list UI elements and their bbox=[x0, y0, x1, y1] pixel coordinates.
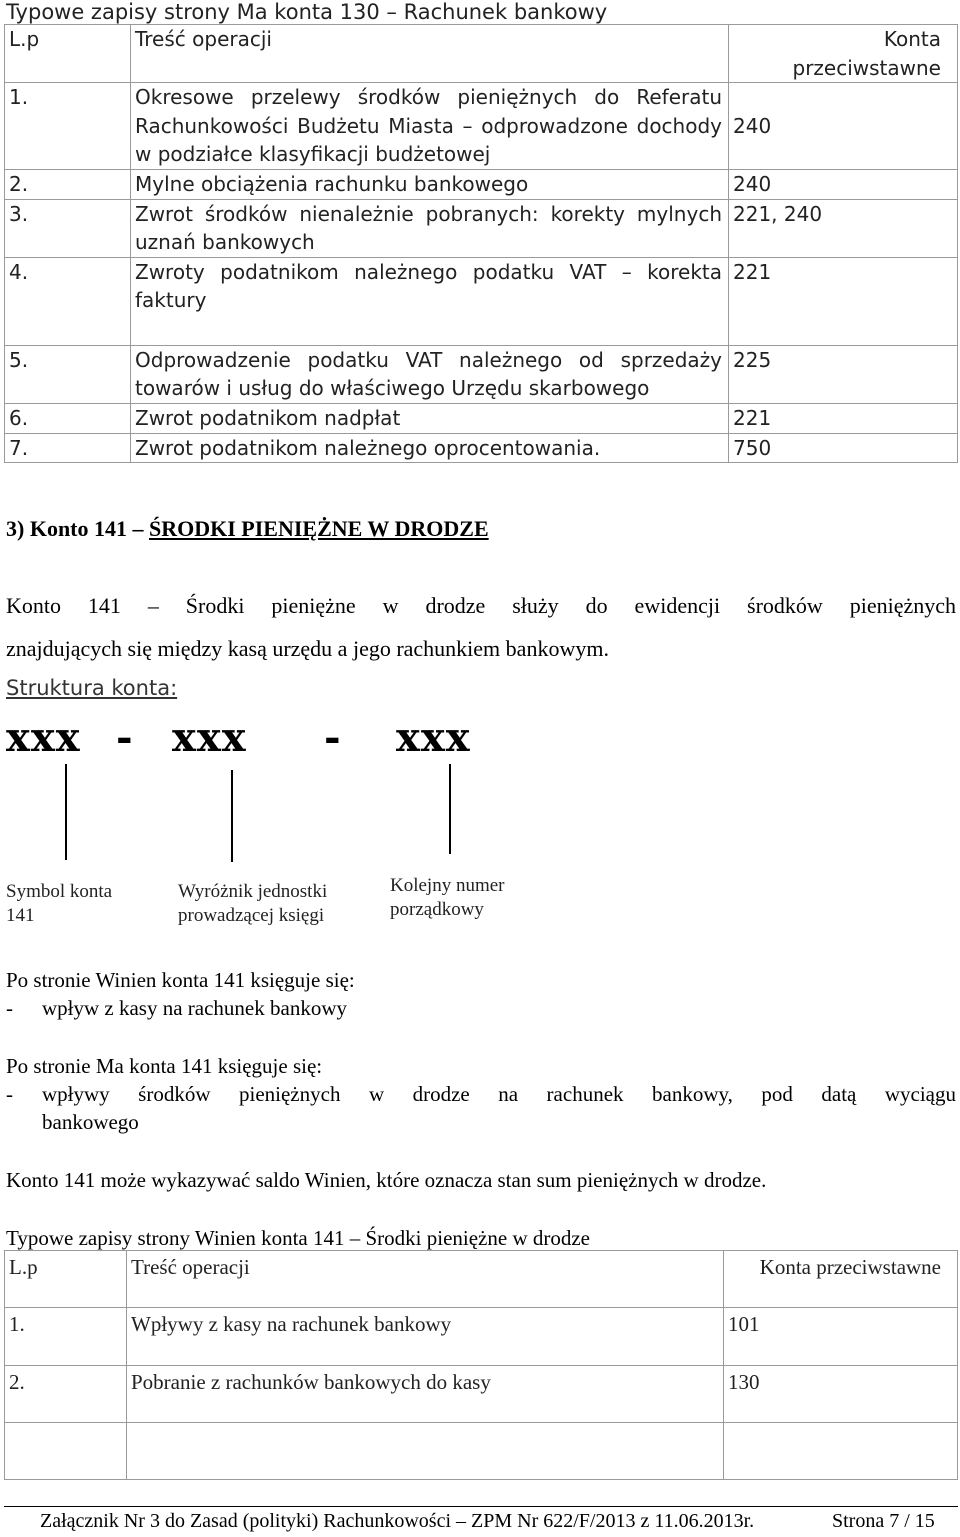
header-lp: L.p bbox=[5, 1251, 127, 1308]
footer-page bbox=[832, 1509, 935, 1533]
struct-segment-1: xxx bbox=[6, 714, 81, 761]
row-lp: 5. bbox=[5, 345, 131, 403]
footer-rule bbox=[4, 1506, 958, 1507]
row-lp: 1. bbox=[5, 1308, 127, 1366]
struct-separator-1: - bbox=[116, 714, 134, 761]
struct-label-unit-line2: prowadzącej księgi bbox=[178, 905, 325, 926]
row-lp: 3. bbox=[5, 199, 131, 257]
struct-connector-3 bbox=[449, 764, 451, 854]
struct-label-symbol bbox=[6, 880, 112, 928]
table-row bbox=[5, 169, 958, 199]
description-paragraph bbox=[6, 584, 956, 670]
row-tresc: Odprowadzenie podatku VAT należnego od sprzedaży towarów i usług do właściwego Urzędu skarbowego bbox=[131, 345, 729, 403]
table2-title: Typowe zapisy strony Winien konta 141 – Środki pieniężne w drodze bbox=[6, 1226, 591, 1250]
ma-heading: Po stronie Ma konta 141 księguje się: bbox=[6, 1054, 323, 1078]
struct-connector-2 bbox=[231, 770, 233, 862]
table-row bbox=[5, 433, 958, 463]
table-row bbox=[5, 199, 958, 257]
row-konta: 221, 240 bbox=[729, 199, 958, 257]
winien-list-item bbox=[6, 994, 956, 1022]
row-tresc: Okresowe przelewy środków pieniężnych do Referatu Rachunkowości Budżetu Miasta – odprowadzone dochody w podziałce klasyfikacji budżetowej bbox=[131, 83, 729, 170]
ma-list-item bbox=[6, 1080, 956, 1136]
row-konta: 225 bbox=[729, 345, 958, 403]
struct-label-number bbox=[390, 874, 505, 922]
winien-heading: Po stronie Winien konta 141 księguje się: bbox=[6, 968, 355, 992]
row-lp: 6. bbox=[5, 403, 131, 433]
row-tresc: Pobranie z rachunków bankowych do kasy bbox=[127, 1366, 724, 1423]
struct-separator-2: - bbox=[324, 714, 342, 761]
struct-label-unit bbox=[178, 880, 327, 928]
table-row-empty bbox=[5, 1423, 958, 1480]
table-row bbox=[5, 257, 958, 345]
row-konta: 750 bbox=[729, 433, 958, 463]
table-row bbox=[5, 1366, 958, 1423]
section-heading bbox=[6, 516, 489, 542]
table-row bbox=[5, 345, 958, 403]
row-konta: 101 bbox=[724, 1308, 958, 1366]
footer-attachment: Załącznik Nr 3 do Zasad (polityki) Rachunkowości – ZPM Nr 622/F/2013 z 11.06.2013r. bbox=[40, 1510, 755, 1532]
struct-label-symbol-line2: 141 bbox=[6, 905, 35, 926]
row-konta: 240 bbox=[729, 83, 958, 170]
header-lp: L.p bbox=[5, 25, 131, 83]
footer-page-number: 7 / 15 bbox=[889, 1510, 935, 1532]
ma-item-line-1: wpływy środków pieniężnych w drodze na rachunek bankowy, pod datą wyciągu bbox=[42, 1082, 956, 1106]
header-konta: Konta przeciwstawne bbox=[724, 1251, 958, 1308]
struct-label-number-line2: porządkowy bbox=[390, 899, 484, 920]
struct-label-unit-line1: Wyróżnik jednostki bbox=[178, 881, 328, 902]
row-lp: 2. bbox=[5, 1366, 127, 1423]
table-row bbox=[5, 403, 958, 433]
header-konta: Konta przeciwstawne bbox=[729, 25, 958, 83]
row-konta: 221 bbox=[729, 257, 958, 345]
section-heading-title: ŚRODKI PIENIĘŻNE W DRODZE bbox=[149, 516, 489, 541]
description-line-1: Konto 141 – Środki pieniężne w drodze służy do ewidencji środków pieniężnych bbox=[6, 593, 956, 618]
table1-operations bbox=[4, 24, 958, 463]
row-tresc: Wpływy z kasy na rachunek bankowy bbox=[127, 1308, 724, 1366]
ma-item-text bbox=[42, 1080, 956, 1136]
saldo-note: Konto 141 może wykazywać saldo Winien, które oznacza stan sum pieniężnych w drodze. bbox=[6, 1168, 767, 1192]
table1-header-row bbox=[5, 25, 958, 83]
description-line-2: znajdujących się między kasą urzędu a jego rachunkiem bankowym. bbox=[6, 636, 609, 661]
ma-item-line-2: bankowego bbox=[42, 1110, 139, 1134]
row-tresc: Mylne obciążenia rachunku bankowego bbox=[131, 169, 729, 199]
row-tresc: Zwrot środków nienależnie pobranych: korekty mylnych uznań bankowych bbox=[131, 199, 729, 257]
struct-connector-1 bbox=[65, 764, 67, 860]
struct-label-symbol-line1: Symbol konta bbox=[6, 881, 113, 902]
structure-label: Struktura konta: bbox=[6, 676, 178, 700]
list-dash: - bbox=[6, 996, 13, 1020]
struct-segment-3: xxx bbox=[396, 714, 471, 761]
table2-header-row bbox=[5, 1251, 958, 1308]
row-konta: 130 bbox=[724, 1366, 958, 1423]
header-tresc: Treść operacji bbox=[127, 1251, 724, 1308]
section-heading-prefix: 3) Konto 141 – bbox=[6, 516, 149, 541]
row-tresc: Zwroty podatnikom należnego podatku VAT – korekta faktury bbox=[131, 257, 729, 345]
table1-title: Typowe zapisy strony Ma konta 130 – Rachunek bankowy bbox=[6, 0, 608, 24]
header-tresc: Treść operacji bbox=[131, 25, 729, 83]
row-konta: 240 bbox=[729, 169, 958, 199]
row-lp: 7. bbox=[5, 433, 131, 463]
footer-page-label: Strona bbox=[832, 1510, 885, 1532]
struct-label-number-line1: Kolejny numer bbox=[390, 875, 505, 896]
struct-segment-2: xxx bbox=[172, 714, 247, 761]
row-lp: 4. bbox=[5, 257, 131, 345]
table-row bbox=[5, 1308, 958, 1366]
row-lp: 1. bbox=[5, 83, 131, 170]
table2-operations bbox=[4, 1250, 958, 1480]
row-tresc: Zwrot podatnikom nadpłat bbox=[131, 403, 729, 433]
row-lp: 2. bbox=[5, 169, 131, 199]
table-row bbox=[5, 83, 958, 170]
winien-item-text: wpływ z kasy na rachunek bankowy bbox=[42, 996, 347, 1020]
row-tresc: Zwrot podatnikom należnego oprocentowania. bbox=[131, 433, 729, 463]
row-konta: 221 bbox=[729, 403, 958, 433]
list-dash: - bbox=[6, 1082, 13, 1106]
